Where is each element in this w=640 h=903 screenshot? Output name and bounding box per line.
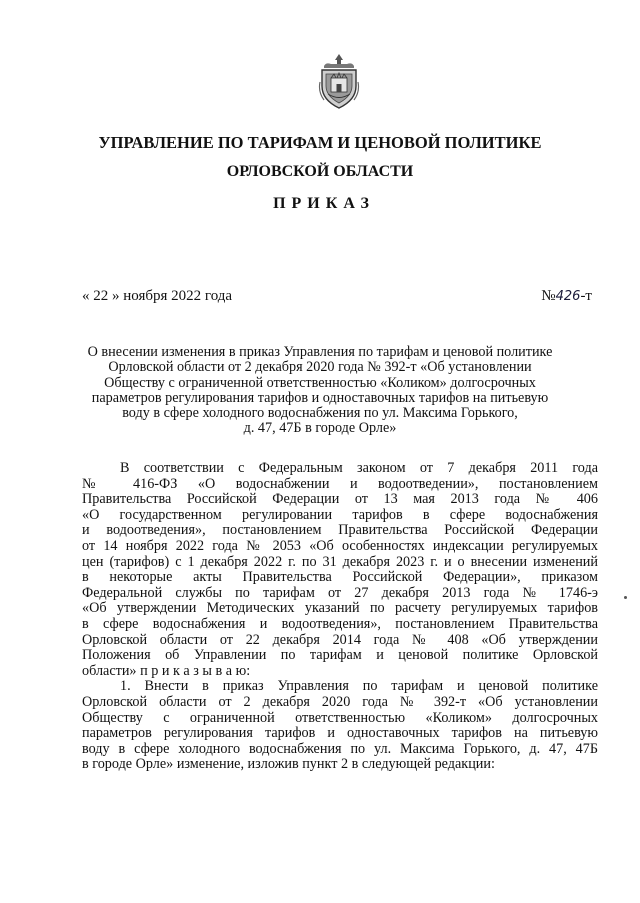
preamble-line: Федеральной службы по тарифам от 27 декабря 2013 года № 1746-э xyxy=(82,584,598,601)
item1-line: параметров регулирования тарифов и одноставочных тарифов на питьевую xyxy=(82,725,598,742)
subject-line: О внесении изменения в приказ Управления по тарифам и ценовой политике xyxy=(87,344,553,360)
number-suffix: -т xyxy=(580,288,592,304)
organization-region: ОРЛОВСКОЙ ОБЛАСТИ xyxy=(226,163,414,180)
preamble-line: области» п р и к а з ы в а ю: xyxy=(82,662,251,679)
item1-line: в городе Орле» изменение, изложив пункт 2 в следующей редакции: xyxy=(82,756,495,773)
document-type: ПРИКАЗ xyxy=(273,195,375,212)
preamble-line: № 416-ФЗ «О водоснабжении и водоотведении», постановлением xyxy=(82,475,598,492)
coat-of-arms-icon xyxy=(318,52,360,110)
preamble-line: и водоотведения», постановлением Правительства Российской Федерации xyxy=(82,522,598,539)
document-subject xyxy=(0,345,640,437)
document-number xyxy=(541,288,592,305)
document-date: « 22 » ноября 2022 года xyxy=(82,288,233,304)
preamble-line: цен (тарифов) с 1 декабря 2022 г. по 31 декабря 2023 г. и о внесении изменений xyxy=(82,553,598,570)
subject-line: воду в сфере холодного водоснабжения по ул. Максима Горького, xyxy=(122,405,518,422)
preamble-line: Положения об Управлении по тарифам и ценовой политике Орловской xyxy=(82,647,598,664)
preamble-line: «О государственном регулировании тарифов в сфере водоснабжения xyxy=(82,506,598,523)
preamble-line: Орловской области от 22 декабря 2014 года № 408 «Об утверждении xyxy=(82,631,598,648)
preamble-line: в некоторые акты Правительства Российской Федерации», приказом xyxy=(82,569,598,586)
subject-line: Орловской области от 2 декабря 2020 года № 392-т «Об установлении xyxy=(108,359,532,376)
subject-line: д. 47, 47Б в городе Орле» xyxy=(243,420,397,437)
scan-mark xyxy=(624,596,627,599)
number-prefix: № xyxy=(541,288,556,304)
preamble-line: В соответствии с Федеральным законом от 7 декабря 2011 года xyxy=(120,460,598,476)
preamble-line: от 14 ноября 2022 года № 2053 «Об особенностях индексации регулируемых xyxy=(82,537,598,554)
preamble-line: в сфере водоснабжения и водоотведения», постановлением Правительства xyxy=(82,615,598,632)
subject-line: Обществу с ограниченной ответственностью «Коликом» долгосрочных xyxy=(104,374,536,391)
handwritten-number: 426 xyxy=(555,289,581,304)
item1-line: Обществу с ограниченной ответственностью «Коликом» долгосрочных xyxy=(82,709,598,726)
preamble-line: «Об утверждении Методических указаний по расчету регулируемых тарифов xyxy=(82,600,598,617)
item1-line: воду в сфере холодного водоснабжения по ул. Максима Горького, д. 47, 47Б xyxy=(82,740,598,757)
document-body xyxy=(82,461,598,773)
subject-line: параметров регулирования тарифов и одноставочных тарифов на питьевую xyxy=(91,389,549,406)
item1-line: 1. Внести в приказ Управления по тарифам и ценовой политике xyxy=(120,678,598,695)
item1-line: Орловской области от 2 декабря 2020 года № 392-т «Об установлении xyxy=(82,693,598,710)
organization-title: УПРАВЛЕНИЕ ПО ТАРИФАМ И ЦЕНОВОЙ ПОЛИТИКЕ xyxy=(98,133,542,152)
preamble-line: Правительства Российской Федерации от 13 мая 2013 года № 406 xyxy=(82,491,598,508)
